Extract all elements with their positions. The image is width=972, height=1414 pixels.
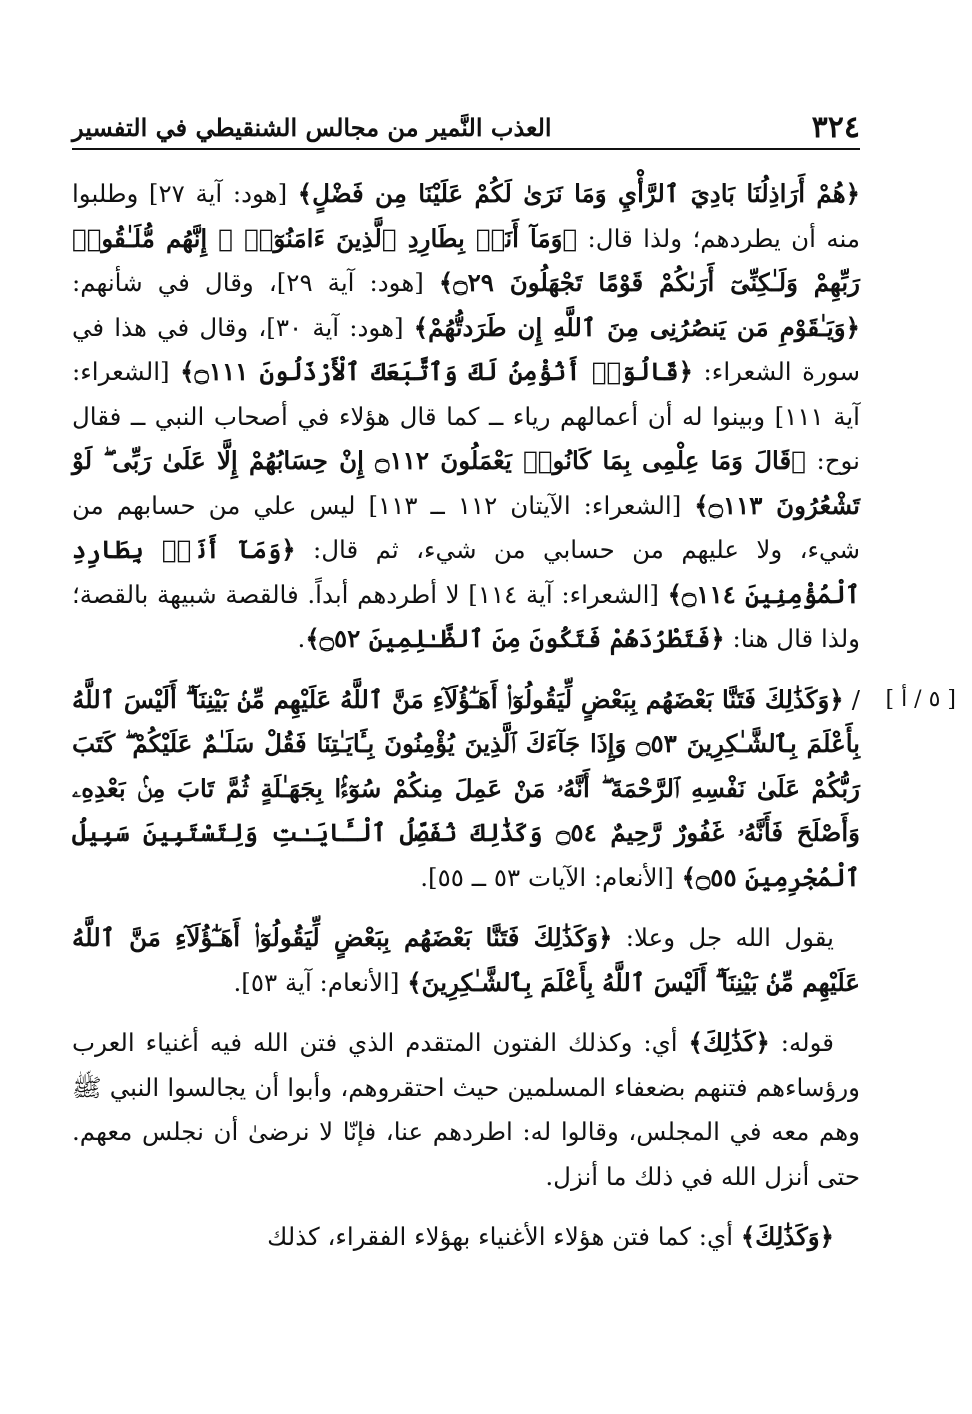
quran-verse: ﴿وَمَآ أَنَا۠ بِطَارِدِ ٱلْمُؤْمِنِينَ ۝١١٤﴾ [72,535,860,609]
paragraph-explanation [72,1021,860,1199]
quran-verse: ﴿وَكَذَٰلِكَ﴾ [740,1222,834,1251]
paragraph-hud-shuara [72,172,860,662]
quran-verse: ﴿قَالَ وَمَا عِلْمِى بِمَا كَانُوا۟ يَعْمَلُونَ ۝١١٢ إِنْ حِسَابُهُمْ إِلَّا عَلَىٰ رَبِّى ۖ لَوْ تَشْعُرُونَ ۝١١٣﴾ [72,446,860,520]
commentary-text: [هود: آية ٢٧] وطلبوا منه أن يطردهم؛ ولذا قال: [72,179,860,253]
quran-verse: ﴿هُمْ أَرَاذِلُنَا بَادِيَ ٱلرَّأْيِ وَمَا نَرَىٰ لَكُمْ عَلَيْنَا مِن فَضْلٍ﴾ [297,179,860,208]
quran-verse: ﴿وَمَآ أَنَا۠ بِطَارِدِ ٱلَّذِينَ ءَامَنُوٓا۟ ۚ إِنَّهُم مُّلَـٰقُوا۟ رَبِّهِمْ وَلَـٰكِنِّىٓ أَرَىٰكُمْ قَوْمًا تَجْهَلُونَ ۝٢٩﴾ [72,223,860,297]
page-header [72,100,860,150]
quran-verse: ﴿فَتَطْرُدَهُمْ فَتَكُونَ مِنَ ٱلظَّـٰلِمِينَ ۝٥٢﴾ [305,624,725,653]
commentary-text: [هود: آية ٣٠]، وقال في هذا في سورة الشعراء: [72,312,860,386]
commentary-text: قوله: [769,1028,834,1057]
quran-verse: ﴿وَيَـٰقَوْمِ مَن يَنصُرُنِى مِنَ ٱللَّهِ إِن طَرَدتُّهُمْ﴾ [413,312,860,342]
paragraph-continuation [72,1215,860,1260]
divider [72,662,860,678]
quran-verse: ﴿قَالُوٓا۟ أَنُؤْمِنُ لَكَ وَٱتَّبَعَكَ ٱلْأَرْذَلُونَ ۝١١١﴾ [180,357,694,386]
commentary-text: يقول الله جل وعلا: [612,923,834,952]
verse-reference: [الأنعام: الآيات ٥٣ ــ ٥٥]. [420,862,682,892]
folio-slash: / [843,684,860,714]
commentary-text: . [297,624,306,653]
manuscript-folio-marker: [ ٥ / أ ] [885,686,956,712]
commentary-text: [الشعراء: آية ١١١] وبينوا له أن أعمالهم رياء ــ كما قال هؤلاء في أصحاب النبي ــ فقال نوح: [72,357,860,475]
section-verses [72,678,956,901]
divider [72,1199,860,1215]
commentary-text: [هود: آية ٢٩]، وقال في شأنهم: [72,268,439,297]
quran-verse: ﴿وَكَذَٰلِكَ فَتَنَّا بَعْضَهُم بِبَعْضٍ لِّيَقُولُوٓا۟ أَهَـٰٓؤُلَآءِ مَنَّ ٱللَّهُ عَلَيْهِم مِّنۢ بَيْنِنَآ ۗ أَلَيْسَ ٱللَّهُ بِأَعْلَمَ بِٱلشَّـٰكِرِينَ﴾ [72,923,860,997]
commentary-text: [الشعراء: آية ١١٤] لا أطردهم أبداً. فالقصة شبيهة بالقصة؛ ولذا قال هنا: [72,579,860,653]
quran-verse: ﴿وَكَذَٰلِكَ فَتَنَّا بَعْضَهُم بِبَعْضٍ لِّيَقُولُوٓا۟ أَهَـٰٓؤُلَآءِ مَنَّ ٱللَّهُ عَلَيْهِم مِّنۢ بَيْنِنَآ ۗ أَلَيْسَ ٱللَّهُ بِأَعْلَمَ بِٱلشَّـٰكِرِينَ ۝٥٣ وَإِذَا جَآءَكَ ٱلَّذِينَ يُؤْمِنُونَ بِـَٔايَـٰتِنَا فَقُلْ سَلَـٰمٌ عَلَيْكُمْ ۖ كَتَبَ رَبُّكُمْ عَلَىٰ نَفْسِهِ ٱلرَّحْمَةَ ۖ أَنَّهُۥ مَنْ عَمِلَ مِنكُمْ سُوٓءًۢا بِجَهَـٰلَةٍ ثُمَّ تَابَ مِنۢ بَعْدِهِۦ وَأَصْلَحَ فَأَنَّهُۥ غَفُورٌ رَّحِيمٌ ۝٥٤ وَكَذَٰلِكَ نُفَصِّلُ ٱلْـَٔايَـٰتِ وَلِتَسْتَبِينَ سَبِيلُ ٱلْمُجْرِمِينَ ۝٥٥﴾ [72,684,860,892]
quran-verse: ﴿كَذَٰلِكَ﴾ [688,1028,770,1057]
divider [72,900,860,916]
page-number: ٣٢٤ [811,110,860,145]
page-body [72,172,956,1260]
commentary-text: [الشعراء: الآيتان ١١٢ ــ ١١٣] ليس علي من حسابهم من شيء، ولا عليهم من حسابي من شيء، ثم قال: [72,490,861,564]
commentary-text: أي: وكذلك الفتون المتقدم الذي فتن الله فيه أغنياء العرب ورؤساءهم فتنهم بضعفاء المسلمين حيث احتقروهم، وأبوا أن يجالسوا النبي ﷺ وهم معه في المجلس، وقالوا له: اطردهم عنا، فإنّا لا نرضىٰ أن نجلس معهم. حتى أنزل الله في ذلك ما أنزل. [72,1028,860,1191]
section-verse-block [72,678,860,901]
paragraph-intro [72,916,860,1005]
verse-reference: [الأنعام: آية ٥٣]. [233,967,408,997]
commentary-text: أي: كما فتن هؤلاء الأغنياء بهؤلاء الفقراء، كذلك [267,1222,741,1251]
running-title: العذب النَّمير من مجالس الشنقيطي في التفسير [72,113,552,142]
divider [72,1005,860,1021]
